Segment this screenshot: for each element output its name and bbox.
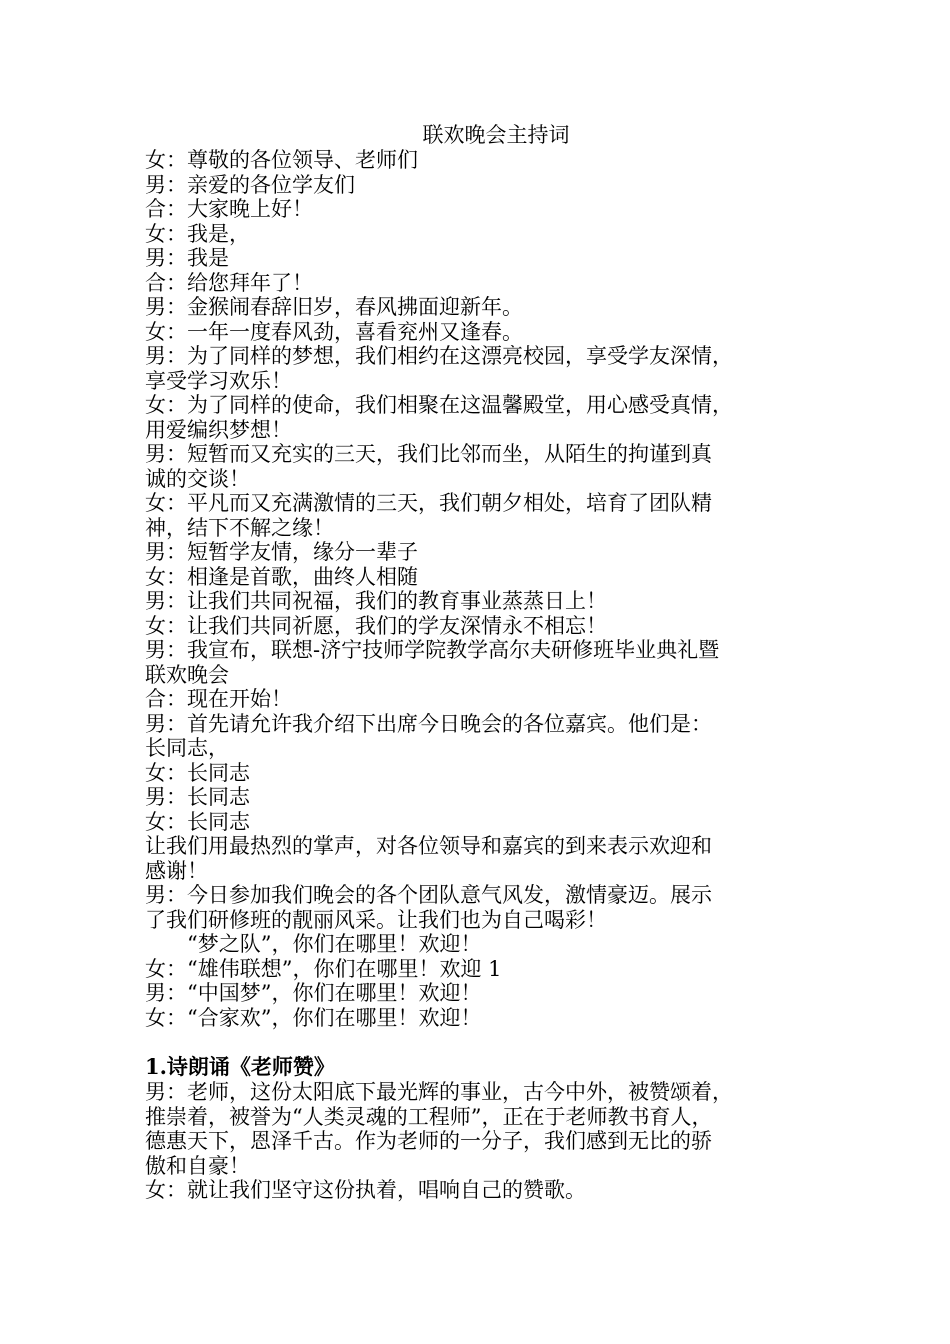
script-line: 女：长同志 [145,760,250,785]
script-line: 男：我是 [145,246,229,270]
script-line: 用爱编织梦想！ [145,417,292,442]
script-line: 联欢晚会 [145,662,229,687]
script-lines [145,148,835,1030]
script-line: 合：大家晚上好！ [145,197,313,221]
script-line: 男：亲爱的各位学友们 [145,172,355,197]
script-line: 男：金猴闹春辞旧岁，春风拂面迎新年。 [145,295,523,319]
script-line: 男：让我们共同祝福，我们的教育事业蒸蒸日上！ [145,589,607,613]
script-line: 男：老师，这份太阳底下最光辉的事业，古今中外，被赞颂着， [145,1080,733,1104]
script-line: 男：首先请允许我介绍下出席今日晚会的各位嘉宾。他们是： [145,711,712,736]
script-line: 男：我宣布，联想-济宁技师学院教学高尔夫研修班毕业典礼暨 [145,638,720,662]
script-line: 合：给您拜年了！ [145,270,313,295]
script-line: 女：“合家欢”，你们在哪里！欢迎！ [145,1005,482,1030]
section-lines [145,1080,835,1203]
script-line: 女：相逢是首歌，曲终人相随 [145,564,418,589]
script-line: 女：就让我们坚守这份执着，唱响自己的赞歌。 [145,1178,586,1202]
script-line: 女：平凡而又充满激情的三天，我们朝夕相处，培育了团队精 [145,491,712,515]
script-line: 女：尊敬的各位领导、老师们 [145,148,418,172]
script-line: 德惠天下，恩泽千古。作为老师的一分子，我们感到无比的骄 [145,1129,712,1153]
script-line: 男：短暂学友情，缘分一辈子 [145,540,418,564]
script-line: 女：让我们共同祈愿，我们的学友深情永不相忘！ [145,613,607,638]
script-line: 男：“中国梦”，你们在哪里！欢迎！ [145,981,482,1005]
section-heading: 1.诗朗诵《老师赞》 [145,1054,335,1079]
script-line: 感谢！ [145,858,208,883]
script-line: 女：“雄伟联想”，你们在哪里！欢迎 1 [145,956,502,981]
script-line: 女：长同志 [145,809,250,834]
script-line: 男：长同志 [145,785,250,809]
script-line: 女：我是， [145,221,250,246]
script-line: 享受学习欢乐！ [145,368,292,393]
script-line: “梦之队”，你们在哪里！欢迎！ [187,932,482,956]
script-line: 女：为了同样的使命，我们相聚在这温馨殿堂，用心感受真情， [145,393,733,417]
blank-line [145,1030,835,1054]
script-line: 男：今日参加我们晚会的各个团队意气风发，激情豪迈。展示 [145,883,712,907]
script-line: 合：现在开始！ [145,687,292,711]
document-title: 联欢晚会主持词 [422,123,570,147]
script-line: 女：一年一度春风劲，喜看兖州又逢春。 [145,319,523,344]
script-line: 神，结下不解之缘！ [145,515,334,540]
script-line: 推崇着，被誉为“人类灵魂的工程师”，正在于老师教书育人， [145,1104,713,1129]
script-line: 傲和自豪！ [145,1153,250,1178]
document-page [145,122,835,1203]
script-line: 男：短暂而又充实的三天，我们比邻而坐，从陌生的拘谨到真 [145,442,712,466]
script-line: 男：为了同样的梦想，我们相约在这漂亮校园，享受学友深情， [145,344,733,368]
script-line: 长同志， [145,736,229,760]
script-line: 让我们用最热烈的掌声，对各位领导和嘉宾的到来表示欢迎和 [145,834,712,858]
script-line: 了我们研修班的靓丽风采。让我们也为自己喝彩！ [145,907,607,932]
script-line: 诚的交谈！ [145,466,250,491]
